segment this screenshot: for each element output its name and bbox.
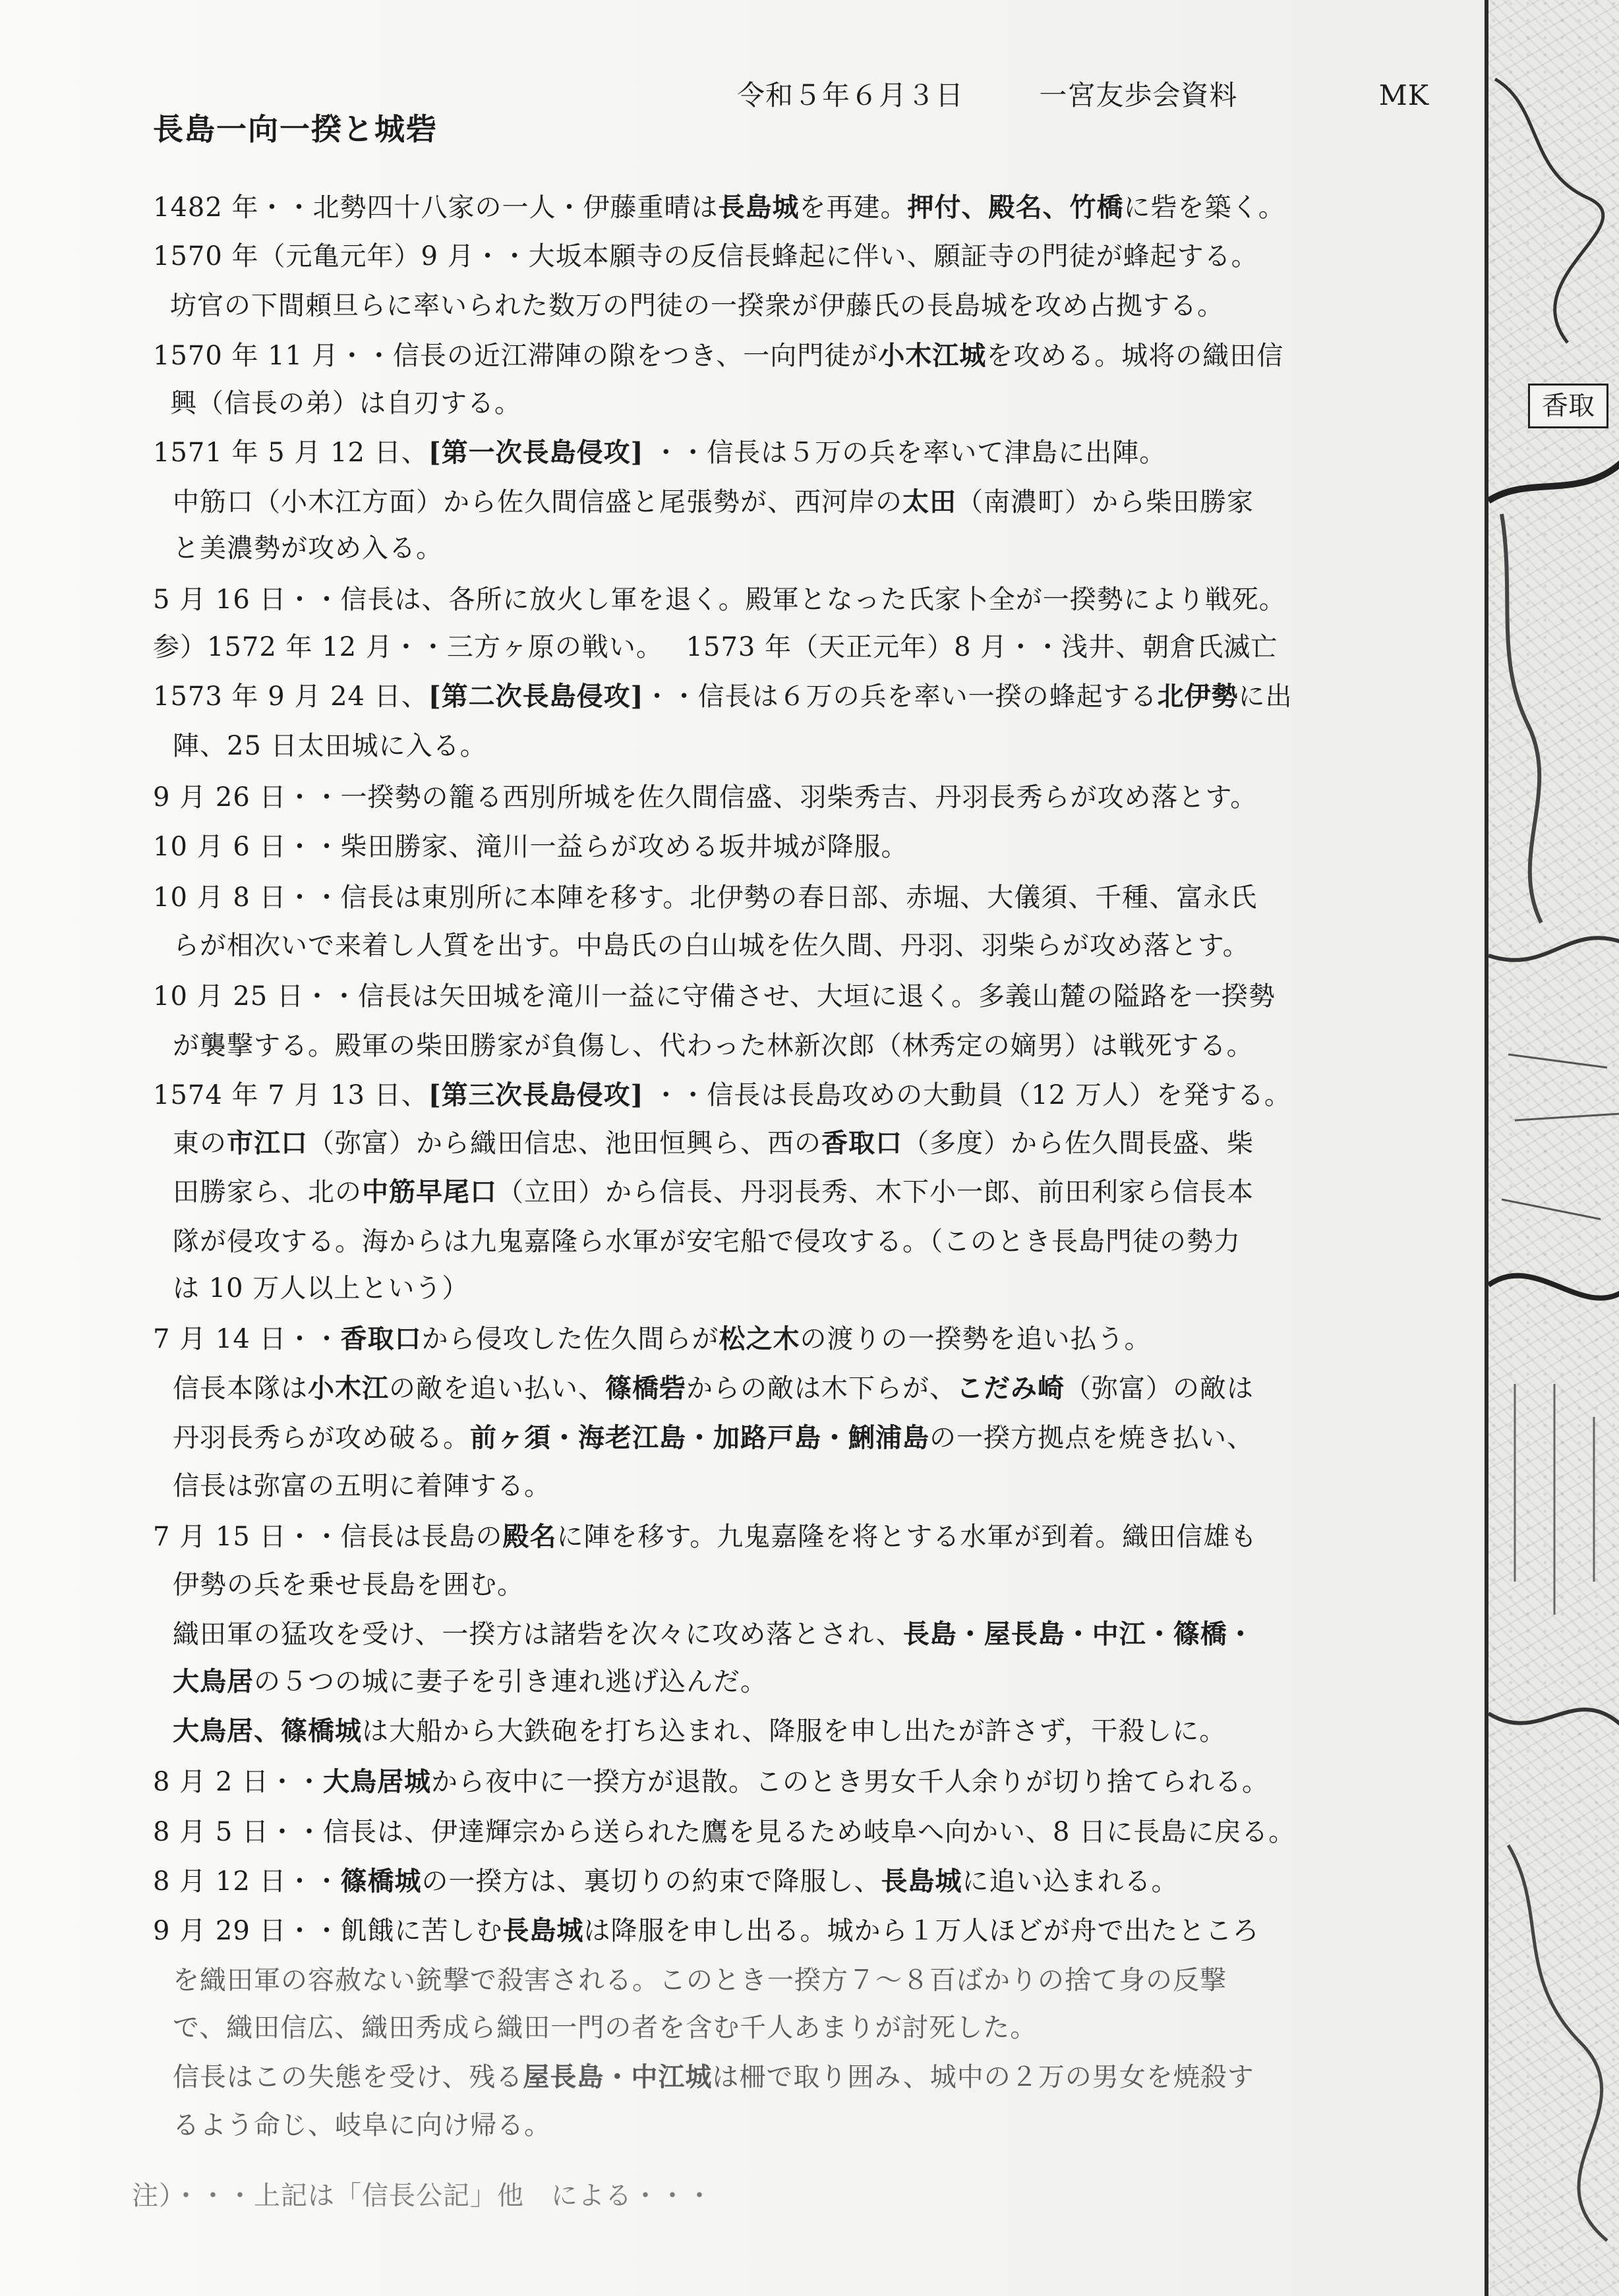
text-line (173, 725, 487, 762)
text-emphasis: 松之木 (719, 1323, 800, 1354)
text-line (153, 1516, 1257, 1553)
text-line (153, 1910, 1260, 1947)
text-line (173, 925, 1250, 962)
text-emphasis: [第一次長島侵攻] (428, 437, 644, 468)
text-line (153, 1761, 1269, 1798)
text-line (153, 187, 1285, 224)
text-emphasis: [第三次長島侵攻] (428, 1079, 644, 1110)
text-emphasis: 長島城 (502, 1915, 584, 1946)
text-line (153, 1811, 1295, 1849)
text-segment: 中筋口（小木江方面）から佐久間信盛と尾張勢が、西河岸の (173, 487, 902, 517)
text-emphasis: 篠橋城 (340, 1866, 422, 1897)
text-emphasis: 長島・屋長島・中江・篠橋・ (902, 1619, 1254, 1650)
text-line (173, 1613, 1254, 1651)
text-segment: を再建。 (799, 192, 908, 223)
text-segment: 8 月 12 日・・ (153, 1866, 341, 1897)
text-segment: 5 月 16 日・・信長は、各所に放火し軍を退く。殿軍となった氏家卜全が一揆勢により戦死。 (153, 585, 1286, 615)
text-line (173, 481, 1254, 519)
text-emphasis: 屋長島・中江城 (523, 2061, 713, 2092)
text-emphasis: 大鳥居、篠橋城 (173, 1715, 362, 1746)
text-segment: 注）・・・上記は「信長公記」他 による・・・ (132, 2181, 713, 2211)
text-segment: と美濃勢が攻め入る。 (173, 533, 443, 563)
text-emphasis: 市江口 (227, 1128, 308, 1159)
text-emphasis: 大鳥居城 (323, 1766, 432, 1797)
text-segment: に追い込まれる。 (962, 1866, 1179, 1897)
text-segment: 1570 年 11 月・・信長の近江滞陣の隙をつき、一向門徒が (153, 341, 879, 371)
header-group: 一宮友歩会資料 (1039, 79, 1238, 111)
map-strip (1485, 0, 1619, 2296)
text-segment: 東の (173, 1128, 227, 1159)
text-line (173, 1171, 1254, 1209)
text-segment: ・・信長は５万の兵を率いて津島に出陣。 (643, 438, 1167, 468)
text-segment: 10 月 25 日・・信長は矢田城を滝川一益に守備させ、大垣に退く。多義山麓の隘路を一揆勢 (153, 981, 1276, 1012)
text-emphasis: 太田 (902, 486, 957, 517)
text-segment: 1573 年 9 月 24 日、 (153, 681, 428, 712)
text-line (153, 675, 1293, 713)
text-segment: 10 月 8 日・・信長は東別所に本陣を移す。北伊勢の春日部、赤堀、大儀須、千種、富永氏 (153, 882, 1258, 913)
text-segment: 8 月 2 日・・ (153, 1767, 324, 1797)
map-place-label: 香取 (1528, 384, 1608, 428)
text-line (153, 1860, 1179, 1898)
text-segment: 1482 年・・北勢四十八家の一人・伊藤重晴は (153, 192, 719, 223)
text-segment: （弥富）から織田信忠、池田恒興ら、西の (308, 1128, 821, 1159)
text-emphasis: 大鳥居 (173, 1666, 254, 1697)
text-segment: 信長本隊は (173, 1373, 308, 1404)
text-emphasis: 中筋早尾口 (362, 1176, 497, 1207)
text-segment: 陣、25 日太田城に入る。 (173, 731, 487, 761)
document-title: 長島一向一揆と城砦 (153, 111, 438, 147)
text-line (170, 382, 521, 420)
text-line (173, 1710, 1226, 1748)
text-segment: ・・信長は長島攻めの大動員（12 万人）を発する。 (643, 1080, 1291, 1110)
text-segment: を織田軍の容赦ない銃撃で殺害される。このとき一揆方７～８百ばかりの捨て身の反撃 (173, 1965, 1227, 1995)
text-segment: 7 月 14 日・・ (153, 1324, 341, 1354)
text-segment: 田勝家ら、北の (173, 1177, 362, 1207)
header-author: MK (1378, 79, 1430, 111)
text-line (173, 1465, 551, 1503)
text-segment: 織田軍の猛攻を受け、一揆方は諸砦を次々に攻め落とされ、 (173, 1619, 903, 1650)
text-segment: 1574 年 7 月 13 日、 (153, 1080, 428, 1110)
text-segment: の５つの城に妻子を引き連れ逃げ込んだ。 (254, 1667, 767, 1697)
text-segment: 丹羽長秀らが攻め破る。 (173, 1423, 470, 1453)
text-line (173, 1025, 1254, 1062)
text-segment: は 10 万人以上という） (173, 1273, 469, 1304)
header-date: 令和５年６月３日 (737, 79, 964, 111)
map-lines-icon (1488, 0, 1619, 2296)
text-segment: 隊が侵攻する。海からは九鬼嘉隆ら水軍が安宅船で侵攻する。（このとき長島門徒の勢力 (173, 1226, 1241, 1257)
text-line (170, 285, 1224, 322)
text-segment: るよう命じ、岐阜に向け帰る。 (173, 2110, 551, 2140)
text-segment: は大船から大鉄砲を打ち込まれ、降服を申し出たが許さず，干殺しに。 (362, 1716, 1227, 1746)
text-line (153, 335, 1283, 372)
text-segment: 1570 年（元亀元年）9 月・・大坂本願寺の反信長蜂起に伴い、願証寺の門徒が蜂起する。 (153, 241, 1258, 272)
text-segment: を攻める。城将の織田信 (986, 341, 1284, 371)
text-emphasis: こだみ崎 (957, 1373, 1065, 1404)
text-line (173, 2104, 551, 2142)
text-line (132, 2175, 713, 2212)
text-line (173, 1661, 767, 1698)
text-line (173, 1564, 524, 1601)
text-segment: 信長はこの失態を受け、残る (173, 2062, 523, 2092)
text-line (173, 1220, 1241, 1258)
text-segment: 10 月 6 日・・柴田勝家、滝川一益らが攻める坂井城が降服。 (153, 832, 908, 862)
text-emphasis: 小木江城 (878, 340, 987, 371)
text-segment: （弥富）の敵は (1065, 1373, 1254, 1404)
text-emphasis: 長島城 (718, 192, 800, 223)
text-segment: ・・信長は６万の兵を率い一揆の蜂起する (643, 681, 1158, 712)
text-line (173, 1417, 1254, 1454)
text-segment: に出 (1238, 681, 1293, 712)
text-line (173, 1367, 1254, 1405)
text-emphasis: 前ヶ須・海老江島・加路戸島・鯏浦島 (470, 1422, 929, 1453)
document-header (737, 74, 1429, 113)
text-segment: 興（信長の弟）は自刃する。 (170, 388, 521, 418)
text-emphasis: 香取口 (340, 1323, 422, 1354)
text-segment: 1571 年 5 月 12 日、 (153, 438, 428, 468)
text-segment: からの敵は木下らが、 (686, 1373, 957, 1404)
text-line (153, 975, 1276, 1013)
text-emphasis: 小木江 (308, 1373, 389, 1404)
text-segment: に陣を移す。九鬼嘉隆を将とする水軍が到着。織田信雄も (556, 1522, 1258, 1552)
text-line (153, 579, 1286, 616)
text-segment: （南濃町）から柴田勝家 (957, 487, 1254, 517)
text-line (173, 1267, 469, 1305)
text-segment: から侵攻した佐久間らが (421, 1324, 719, 1354)
text-segment: の一揆方は、裏切りの約束で降服し、 (421, 1866, 881, 1897)
text-emphasis: 香取口 (821, 1128, 902, 1159)
text-segment: は降服を申し出る。城から１万人ほどが舟で出たところ (583, 1916, 1260, 1946)
text-segment: 8 月 5 日・・信長は、伊達輝宗から送られた鷹を見るため岐阜へ向かい、8 日に長島に戻る。 (153, 1817, 1296, 1847)
text-line (153, 876, 1257, 914)
text-line (153, 1074, 1291, 1112)
text-line (153, 626, 1278, 664)
text-line (173, 2007, 1037, 2044)
text-segment: の敵を追い払い、 (389, 1373, 605, 1404)
text-line (153, 432, 1166, 469)
text-line (173, 527, 443, 565)
text-emphasis: 押付、殿名、竹橋 (907, 192, 1124, 223)
text-segment: に砦を築く。 (1123, 192, 1285, 223)
text-segment: らが相次いで来着し人質を出す。中島氏の白山城を佐久間、丹羽、羽柴らが攻め落とす。 (173, 931, 1250, 961)
text-line (173, 2056, 1254, 2094)
text-segment: は柵で取り囲み、城中の２万の男女を焼殺す (712, 2062, 1254, 2092)
text-segment: の渡りの一揆勢を追い払う。 (800, 1324, 1152, 1354)
text-segment: （多度）から佐久間長盛、柴 (902, 1128, 1254, 1159)
text-segment: 9 月 29 日・・飢餓に苦しむ (153, 1916, 503, 1946)
text-segment: 9 月 26 日・・一揆勢の籠る西別所城を佐久間信盛、羽柴秀吉、丹羽長秀らが攻め落とす。 (153, 782, 1258, 813)
text-segment: （立田）から信長、丹羽長秀、木下小一郎、前田利家ら信長本 (497, 1177, 1254, 1207)
text-segment: が襲撃する。殿軍の柴田勝家が負傷し、代わった林新次郎（林秀定の嫡男）は戦死する。 (173, 1031, 1254, 1061)
text-line (153, 776, 1257, 814)
text-segment: 伊勢の兵を乗せ長島を囲む。 (173, 1570, 524, 1600)
text-emphasis: 北伊勢 (1157, 681, 1239, 712)
text-segment: 信長は弥富の五明に着陣する。 (173, 1471, 551, 1501)
text-segment: の一揆方拠点を焼き払い、 (929, 1423, 1254, 1453)
text-emphasis: 長島城 (881, 1866, 962, 1897)
text-line (153, 826, 908, 863)
text-emphasis: [第二次長島侵攻] (428, 681, 644, 712)
text-segment: 坊官の下間頼旦らに率いられた数万の門徒の一揆衆が伊藤氏の長島城を攻め占拠する。 (170, 291, 1224, 321)
text-emphasis: 殿名 (502, 1521, 557, 1552)
text-emphasis: 篠橋砦 (605, 1373, 686, 1404)
text-segment: から夜中に一揆方が退散。このとき男女千人余りが切り捨てられる。 (431, 1767, 1270, 1797)
text-segment: で、織田信広、織田秀成ら織田一門の者を含む千人あまりが討死した。 (173, 2013, 1038, 2043)
text-line (153, 235, 1258, 273)
text-segment: 7 月 15 日・・信長は長島の (153, 1522, 503, 1552)
text-line (173, 1122, 1254, 1160)
text-segment: 参）1572 年 12 月・・三方ヶ原の戦い。 1573 年（天正元年）8 月・・浅井、朝倉氏滅亡 (153, 632, 1278, 662)
text-line (153, 1318, 1152, 1356)
text-line (173, 1959, 1227, 1997)
